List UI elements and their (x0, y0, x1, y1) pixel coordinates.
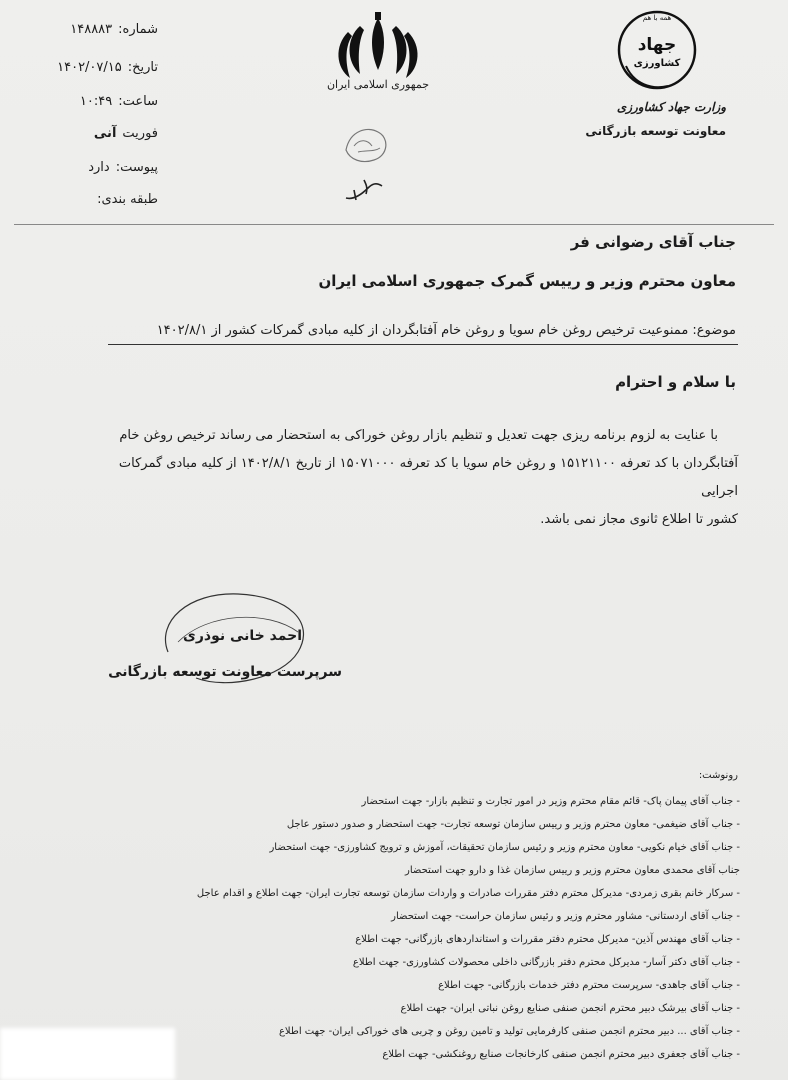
meta-urgency: فوریتآنی (93, 126, 158, 141)
cc-item: - جناب آقای خیام نکویی- معاون محترم وزیر و رئیس سازمان تحقیقات، آموزش و ترویج کشاورزی- جهت استحضار (269, 842, 740, 853)
meta-number: شماره:۱۴۸۸۸۳ (70, 22, 158, 37)
cc-item: - جناب آقای جاهدی- سرپرست محترم دفتر خدمات بازرگانی- جهت اطلاع (438, 980, 740, 991)
letter-subject: موضوع: ممنوعیت ترخیص روغن خام سویا و روغن خام آفتابگردان از کلیه مبادی گمرکات کشور از ۱۴۰۲/۸/۱ (156, 323, 736, 338)
meta-classification: طبقه بندی: (97, 192, 158, 207)
iran-emblem-icon (318, 8, 438, 118)
ministry-name: وزارت جهاد کشاورزی (616, 100, 726, 114)
cc-item: جناب آقای محمدی معاون محترم وزیر و رییس سازمان غذا و دارو جهت استحضار (405, 865, 740, 876)
letter-body (96, 422, 738, 534)
cc-item: - جناب آقای جعفری دبیر محترم انجمن صنفی کارخانجات صنایع روغنکشی- جهت اطلاع (382, 1049, 740, 1060)
emblem-caption: جمهوری اسلامی ایران (326, 78, 430, 91)
cc-item: - سرکار خانم بقری زمردی- مدیرکل محترم دفتر مقررات صادرات و واردات سازمان توسعه تجارت ایران- جهت اطلاع و اقدام عاجل (196, 888, 740, 899)
greeting: با سلام و احترام (615, 373, 736, 391)
cc-title: رونوشت: (698, 770, 738, 781)
body-line: آفتابگردان با کد تعرفه ۱۵۱۲۱۱۰۰ و روغن خام سویا با کد تعرفه ۱۵۰۷۱۰۰۰ از تاریخ ۱۴۰۲/۸/۱ از کلیه مبادی گمرکات اجرایی (118, 456, 738, 499)
cc-item: - جناب آقای مهندس آذین- مدیرکل محترم دفتر مقررات و استانداردهای بازرگانی- جهت اطلاع (355, 934, 740, 945)
cc-item: - جناب آقای ضیغمی- معاون محترم وزیر و رییس سازمان توسعه تجارت- جهت استحضار و صدور دستور عاجل (286, 819, 740, 830)
header-divider (14, 224, 774, 225)
cc-item: - جناب آقای دکتر آسار- مدیرکل محترم دفتر بازرگانی داخلی محصولات کشاورزی- جهت اطلاع (352, 957, 740, 968)
meta-attachment: پیوست:دارد (88, 160, 158, 175)
stamp-icon (338, 120, 398, 168)
cc-list (180, 790, 740, 1066)
svg-text:همه با هم: همه با هم (642, 14, 672, 22)
redaction-patch (0, 1028, 175, 1080)
handwritten-mark-icon (340, 170, 390, 206)
meta-time: ساعت:۱۰:۴۹ (79, 94, 158, 109)
recipient-title: معاون محترم وزیر و رییس گمرک جمهوری اسلامی ایران (318, 272, 736, 290)
meta-date: تاریخ:۱۴۰۲/۰۷/۱۵ (57, 60, 158, 75)
recipient-name: جناب آقای رضوانی فر (570, 233, 736, 251)
svg-text:جهاد: جهاد (637, 35, 677, 55)
cc-item: - جناب آقای ... دبیر محترم انجمن صنفی کارفرمایی تولید و تامین روغن و چربی های خوراکی ایران- جهت اطلاع (278, 1026, 740, 1037)
cc-item: - جناب آقای بیرشک دبیر محترم انجمن صنفی صنایع روغن نباتی ایران- جهت اطلاع (400, 1003, 740, 1014)
cc-item: - جناب آقای پیمان پاک- قائم مقام محترم وزیر در امور تجارت و تنظیم بازار- جهت استحضار (361, 796, 740, 807)
body-line: کشور تا اطلاع ثانوی مجاز نمی باشد. (540, 512, 738, 527)
signatory-name: احمد خانی نوذری (183, 628, 302, 644)
subject-underline (108, 344, 738, 345)
signatory-title: سرپرست معاونت توسعه بازرگانی (108, 664, 342, 680)
body-line: با عنایت به لزوم برنامه ریزی جهت تعدیل و تنظیم بازار روغن خوراکی به استحضار می رساند ترخیص روغن خام (119, 428, 718, 443)
department-name: معاونت توسعه بازرگانی (585, 124, 726, 138)
jihad-logo-icon (612, 6, 702, 94)
cc-item: - جناب آقای اردستانی- مشاور محترم وزیر و رئیس سازمان حراست- جهت استحضار (391, 911, 740, 922)
svg-text:کشاورزی: کشاورزی (633, 58, 681, 69)
